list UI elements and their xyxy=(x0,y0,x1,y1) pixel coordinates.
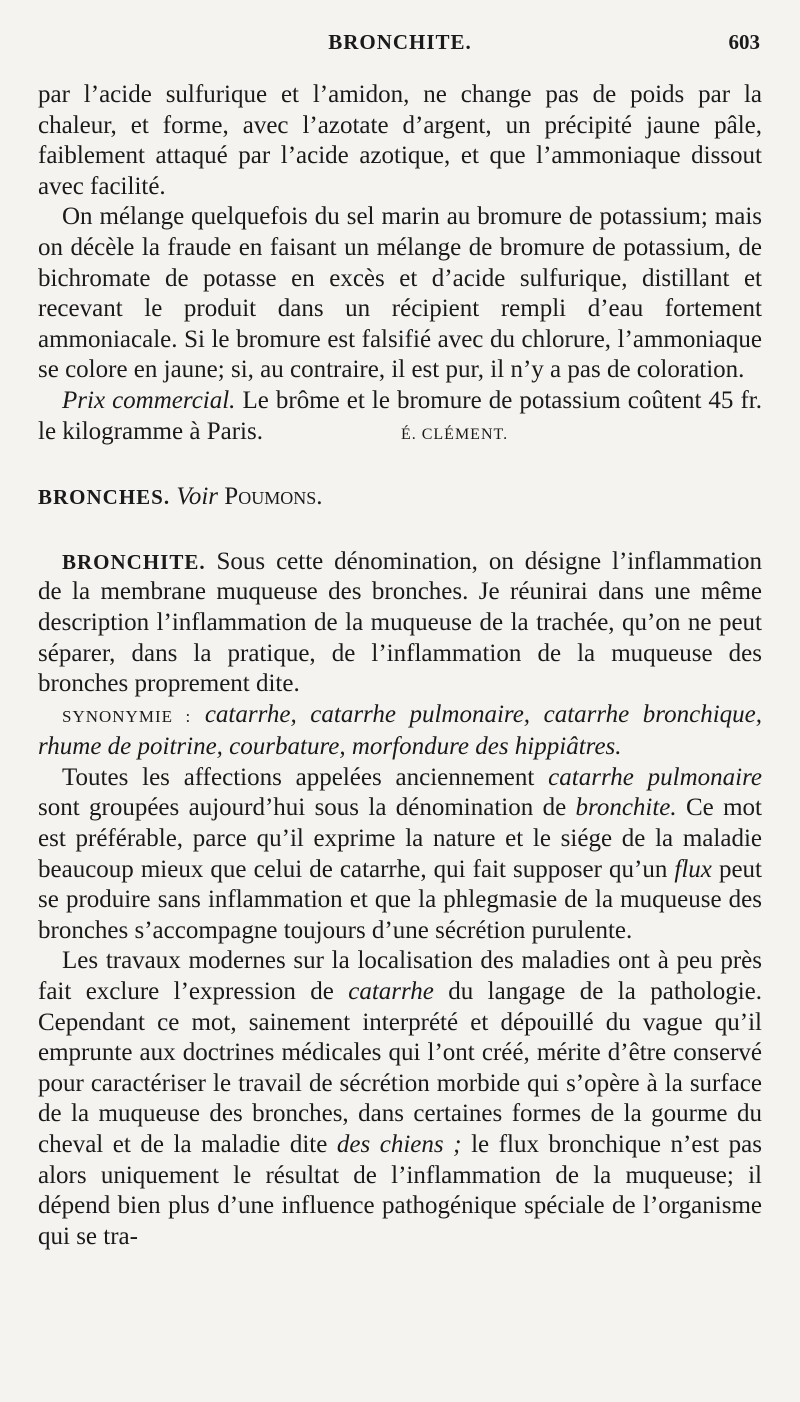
paragraph-text: Toutes les affections appelées anciennement xyxy=(62,763,549,791)
cross-ref-voir: Voir xyxy=(176,483,219,511)
paragraph-synonymy xyxy=(38,700,762,763)
italic-term: catarrhe pulmonaire xyxy=(548,763,762,791)
entry-headword: BRONCHES. xyxy=(38,485,171,510)
paragraph-text: Les travaux modernes sur la localisation des maladies ont à peu près fait exclure l’expression de xyxy=(38,947,762,1006)
running-title: BRONCHITE. xyxy=(328,30,472,54)
paragraph-price xyxy=(38,386,762,450)
entry-bronchite xyxy=(38,547,762,700)
italic-term: bronchite. xyxy=(575,794,677,822)
paragraph-text: On mélange quelquefois du sel marin au bromure de potassium; mais on décèle la fraude en faisant un mélange de bromure de potassium, de bichromate de potasse en excès et d’acide sulfurique, distillant et recevant le produit dans un récipient rempli d’eau fortement ammoniacale. Si le bromure est falsifié avec du chlorure, l’ammoniaque se colore en jaune; si, au contraire, il est pur, il n’y a pas de coloration. xyxy=(38,203,762,384)
paragraph-continued xyxy=(38,80,762,202)
paragraph-definition xyxy=(38,763,762,947)
price-label: Prix commercial. xyxy=(62,386,236,414)
paragraph-text: du langage de la pathologie. Cependant ce mot, sainement interprété et dépouillé du vague qu’il emprunte aux doctrines médicales qui l’ont créé, mérite d’être conservé pour caractériser le travail de sécrétion morbide qui s’opère à la surface de la muqueuse des bronches, dans certaines formes de la gourme du cheval et de la maladie dite xyxy=(38,978,762,1158)
italic-term: catarrhe xyxy=(348,978,434,1006)
entry-headword: BRONCHITE. xyxy=(62,549,206,574)
paragraph-text: Ce mot est préférable, parce qu’il exprime la nature et le siége de la maladie beaucoup mieux que celui de catarrhe, qui fait supposer qu’un xyxy=(38,794,762,883)
paragraph-text: peut se produire sans inflammation et que la phlegmasie de la muqueuse des bronches s’accompagne toujours d’une sécrétion purulente. xyxy=(38,855,762,944)
italic-term: flux xyxy=(674,855,712,883)
author-signature: É. CLÉMENT. xyxy=(400,425,509,443)
entry-bronches xyxy=(38,482,762,513)
paragraph-falsification xyxy=(38,202,762,386)
page-number: 603 xyxy=(728,30,760,54)
synonymy-label: SYNONYMIE : xyxy=(62,706,192,726)
paragraph-text: par l’acide sulfurique et l’amidon, ne change pas de poids par la chaleur, et forme, avec l’azotate d’argent, un précipité jaune pâle, faiblement attaqué par l’acide azotique, et que l’ammoniaque dissout avec facilité. xyxy=(38,81,762,200)
paragraph-text: sont groupées aujourd’hui sous la dénomination de xyxy=(38,794,576,822)
paragraph-text: le flux bronchique n’est pas alors uniquement le résultat de l’inflammation de la muqueuse; il dépend bien plus d’une influence pathogénique spéciale de l’organisme qui se tra- xyxy=(38,1131,762,1250)
cross-ref-target: Poumons. xyxy=(224,483,323,511)
paragraph-modern-works xyxy=(38,946,762,1252)
price-text: Le brôme et le bromure de potassium coûtent 45 fr. le kilogramme à Paris. xyxy=(38,386,762,445)
page-body xyxy=(38,80,762,1252)
running-header xyxy=(40,30,760,62)
italic-term: des chiens ; xyxy=(336,1131,462,1158)
synonymy-text: catarrhe, catarrhe pulmonaire, catarrhe bronchique, rhume de poitrine, courbature, morfondure des hippiâtres. xyxy=(38,700,762,761)
entry-text: Sous cette dénomination, on désigne l’inflammation de la membrane muqueuse des bronches. Je réunirai dans une même description l’inflammation de la muqueuse de la trachée, qu’on ne peut séparer, dans la pratique, de l’inflammation de la muqueuse des bronches proprement dite. xyxy=(38,547,762,698)
